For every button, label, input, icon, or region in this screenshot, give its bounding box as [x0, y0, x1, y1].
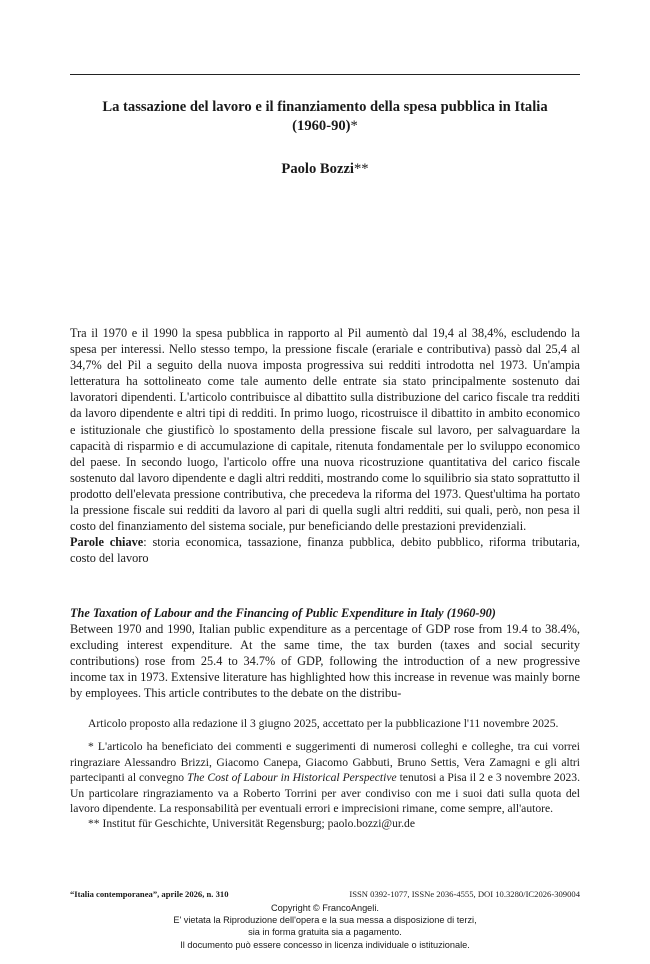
keywords: [70, 534, 580, 566]
title-line-1: La tassazione del lavoro e il finanziamento della spesa pubblica in Italia: [102, 99, 548, 115]
abstract-italian-text: Tra il 1970 e il 1990 la spesa pubblica in rapporto al Pil aumentò dal 19,4 al 38,4%, escludendo la spesa per interessi. Nello stesso tempo, la pressione fiscale (erariale e contributiva) passò dal 25,4 al 34,7% del Pil a seguito della nuova imposta progressiva sui redditi introdotta nel 1973. Un'ampia letteratura ha sottolineato come tale aumento delle entrate sia stato principalmente sostenuto dai lavoratori dipendenti. L'articolo contribuisce al dibattito sulla distribuzione del carico fiscale tra redditi da lavoro dipendente e altri tipi di redditi. In primo luogo, ricostruisce il dibattito in ambito economico e istituzionale che giustificò lo spostamento della pressione fiscale sul lavoro, per salvaguardare la capacità di risparmio e di accumulazione di capitale, ritenuta fondamentale per lo sviluppo economico del paese. In secondo luogo, l'articolo offre una nuova ricostruzione quantitativa del carico fiscale sostenuto dal lavoro dipendente e dagli altri redditi, mostrando come lo squilibrio sia stato soprattutto il prodotto dell'elevata pressione contributiva, che precedeva la riforma del 1973. Quest'ultima ha portato la pressione fiscale sui redditi da lavoro al pari di quella sugli altri redditi, sui quali, però, non pesa il costo del finanziamento del sistema sociale, pur beneficiando delle prestazioni previdenziali.: [70, 326, 580, 534]
article-title: [70, 98, 580, 136]
author-footnote-mark: **: [353, 161, 369, 177]
acknowledgements-text-start: * L'articolo ha beneficiato dei commenti e suggerimenti di numerosi colleghi e colleghe, tra cui vorrei ringraziare Alessandro Brizzi, Giacomo Canepa, Giacomo Gabbuti, Bruno Settis, Vera Zamagni e gli altri partecipanti al convegno: [70, 740, 580, 785]
footnotes: [70, 716, 580, 832]
title-footnote-mark: *: [350, 118, 358, 134]
header-rule: [70, 74, 580, 75]
abstract-english-title: The Taxation of Labour and the Financing of Public Expenditure in Italy (1960-90): [70, 606, 496, 620]
abstract-english-text: Between 1970 and 1990, Italian public expenditure as a percentage of GDP rose from 19.4 to 38.4%, excluding interest expenditure. At the same time, the tax burden (taxes and social security contributions) rose from 25.4 to 34.7% of GDP, following the introduction of a new progressive income tax in 1973. Extensive literature has highlighted how this increase in revenue was mainly borne by employees. This article contributes to the debate on the distribu-: [70, 622, 580, 701]
journal-identifiers: ISSN 0392-1077, ISSNe 2036-4555, DOI 10.3280/IC2026-309004: [349, 889, 580, 899]
copyright-notice: [70, 902, 580, 951]
abstract-italian: [70, 325, 580, 566]
article-author: [70, 160, 580, 179]
submission-note: Articolo proposto alla redazione il 3 giugno 2025, accettato per la pubblicazione l'11 novembre 2025.: [88, 717, 559, 730]
abstract-english: [70, 605, 580, 702]
conference-title: The Cost of Labour in Historical Perspective: [187, 771, 397, 785]
copyright-line-1: Copyright © FrancoAngeli.: [271, 903, 379, 913]
keywords-list: : storia economica, tassazione, finanza pubblica, debito pubblico, riforma tributaria, costo del lavoro: [70, 535, 580, 566]
acknowledgements-note: [70, 739, 580, 816]
copyright-line-3: sia in forma gratuita sia a pagamento.: [248, 927, 402, 938]
page-footer: [70, 889, 580, 900]
title-line-2: (1960-90): [292, 118, 351, 134]
acknowledgements-text-end: tenutosi a Pisa il 2 e 3 novembre 2023. Un particolare ringraziamento va a Roberto Torrini per aver condiviso con me i suoi dati sulla quota del lavoro dipendente. La responsabilità per eventuali errori e imprecisioni rimane, come sempre, all'autore.: [70, 771, 580, 816]
affiliation-note: ** Institut für Geschichte, Universität Regensburg; paolo.bozzi@ur.de: [88, 817, 415, 831]
keywords-label: Parole chiave: [70, 535, 144, 550]
author-name: Paolo Bozzi: [281, 161, 354, 177]
copyright-line-4: Il documento può essere concesso in licenza individuale o istituzionale.: [180, 939, 470, 950]
copyright-line-2: E' vietata la Riproduzione dell'opera e la sua messa a disposizione di terzi,: [173, 915, 477, 926]
journal-citation: “Italia contemporanea”, aprile 2026, n. 310: [70, 889, 229, 899]
